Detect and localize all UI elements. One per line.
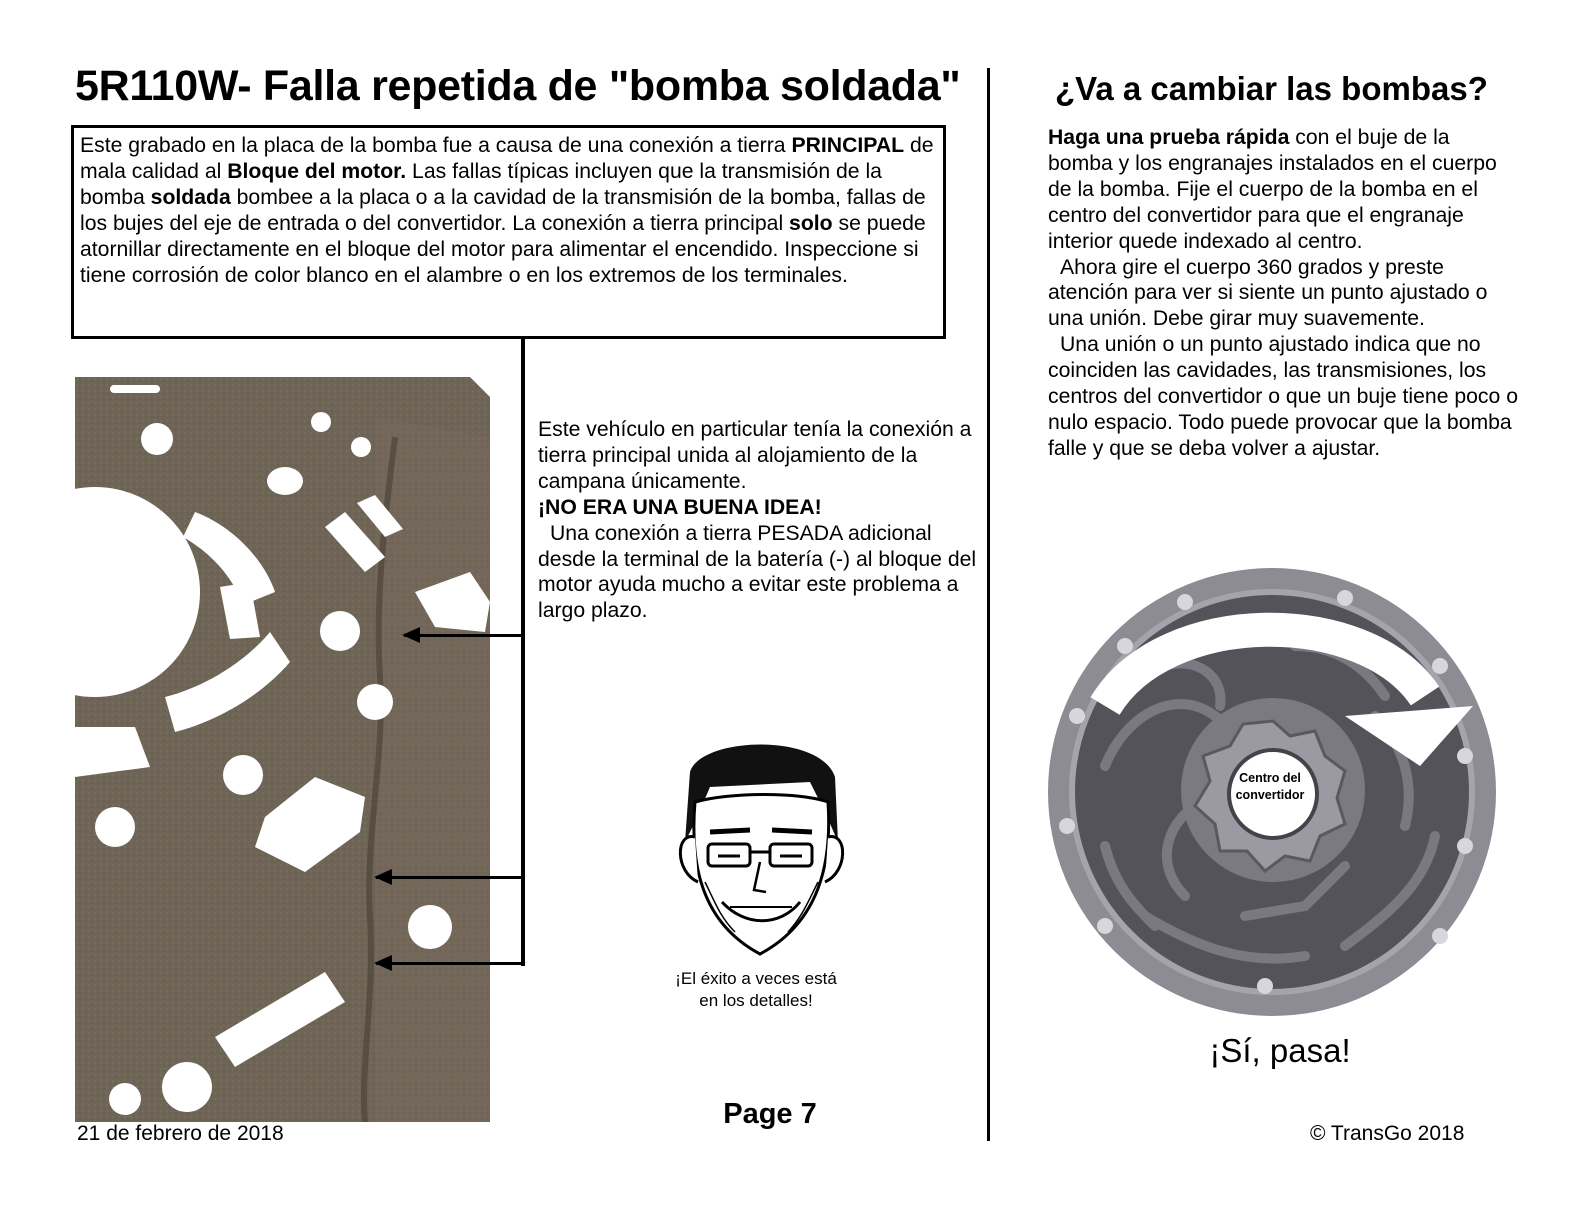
ground-paragraph-text: Una conexión a tierra PESADA adicional desde la terminal de la batería (-) al bloque del motor ayuda mucho a evitar este problema a largo plazo. [538,521,977,623]
page-title: 5R110W- Falla repetida de "bomba soldada" [75,62,961,110]
page-number: Page 7 [723,1098,817,1130]
vehicle-paragraph: Este vehículo en particular tenía la conexión a tierra principal unida al alojamiento de la campana únicamente. [538,418,972,493]
warning-text: ¡NO ERA UNA BUENA IDEA! [538,495,822,519]
intro-segment: se puede atornillar directamente en el bloque del motor para alimentar el encendido. Inspeccione si tiene corrosión de color blanco en el alambre o en los extremos de los terminales. [80,211,926,287]
callout-arrow-2 [376,876,523,879]
instructions-paragraph-1 [1048,125,1518,255]
date: 21 de febrero de 2018 [77,1122,284,1145]
copyright: © TransGo 2018 [1310,1122,1465,1145]
face-caption [650,968,862,1012]
intro-emphasis: soldada [150,185,231,209]
intro-emphasis: PRINCIPAL [791,134,905,157]
cartoon-face [660,732,860,962]
vehicle-note [538,417,978,624]
pump-plate-photo [75,377,490,1122]
center-label [1225,770,1315,804]
para3-text: Una unión o un punto ajustado indica que no coinciden las cavidades, las transmisiones, los centros del convertidor o que un buje tiene poco o nulo espacio. Todo puede provocar que la bomba falle y que se deba volver a ajustar. [1048,333,1518,460]
intro-segment: de mala calidad al [80,134,934,183]
pass-text: ¡Sí, pasa! [1209,1032,1351,1069]
para2-text: Ahora gire el cuerpo 360 grados y preste atención para ver si siente un punto ajustado o una unión. Debe girar muy suavemente. [1048,255,1488,331]
instructions-paragraph-2 [1048,255,1518,333]
column-divider [987,68,990,1141]
face-caption-line-1: ¡El éxito a veces está [675,969,837,988]
intro-emphasis: solo [789,211,833,235]
callout-arrow-3 [376,962,523,965]
callout-line [521,336,525,966]
face-caption-line-2: en los detalles! [699,991,813,1010]
ground-paragraph [538,521,978,625]
intro-segment: Las fallas típicas incluyen que la transmisión de la bomba [80,159,882,209]
intro-segment: Este grabado en la placa de la bomba fue a causa de una conexión a tierra [80,134,792,157]
intro-emphasis: Bloque del motor. [227,159,407,183]
center-label-line-2: convertidor [1235,788,1305,802]
center-label-line-1: Centro del [1239,771,1301,785]
section-title: ¿Va a cambiar las bombas? [1055,70,1488,107]
intro-text [80,133,940,288]
test-instructions [1048,125,1518,462]
callout-arrow-1 [404,634,523,637]
lead-bold: Haga una prueba rápida [1048,126,1290,149]
intro-segment: bombee a la placa o a la cavidad de la transmisión de la bomba, fallas de los bujes del eje de entrada o del convertidor. La conexión a tierra principal [80,185,926,235]
para1-text: con el buje de la bomba y los engranajes instalados en el cuerpo de la bomba. Fije el cuerpo de la bomba en el centro del convertidor para que el engranaje interior quede indexado al centro. [1048,126,1497,253]
instructions-paragraph-3 [1048,332,1518,462]
